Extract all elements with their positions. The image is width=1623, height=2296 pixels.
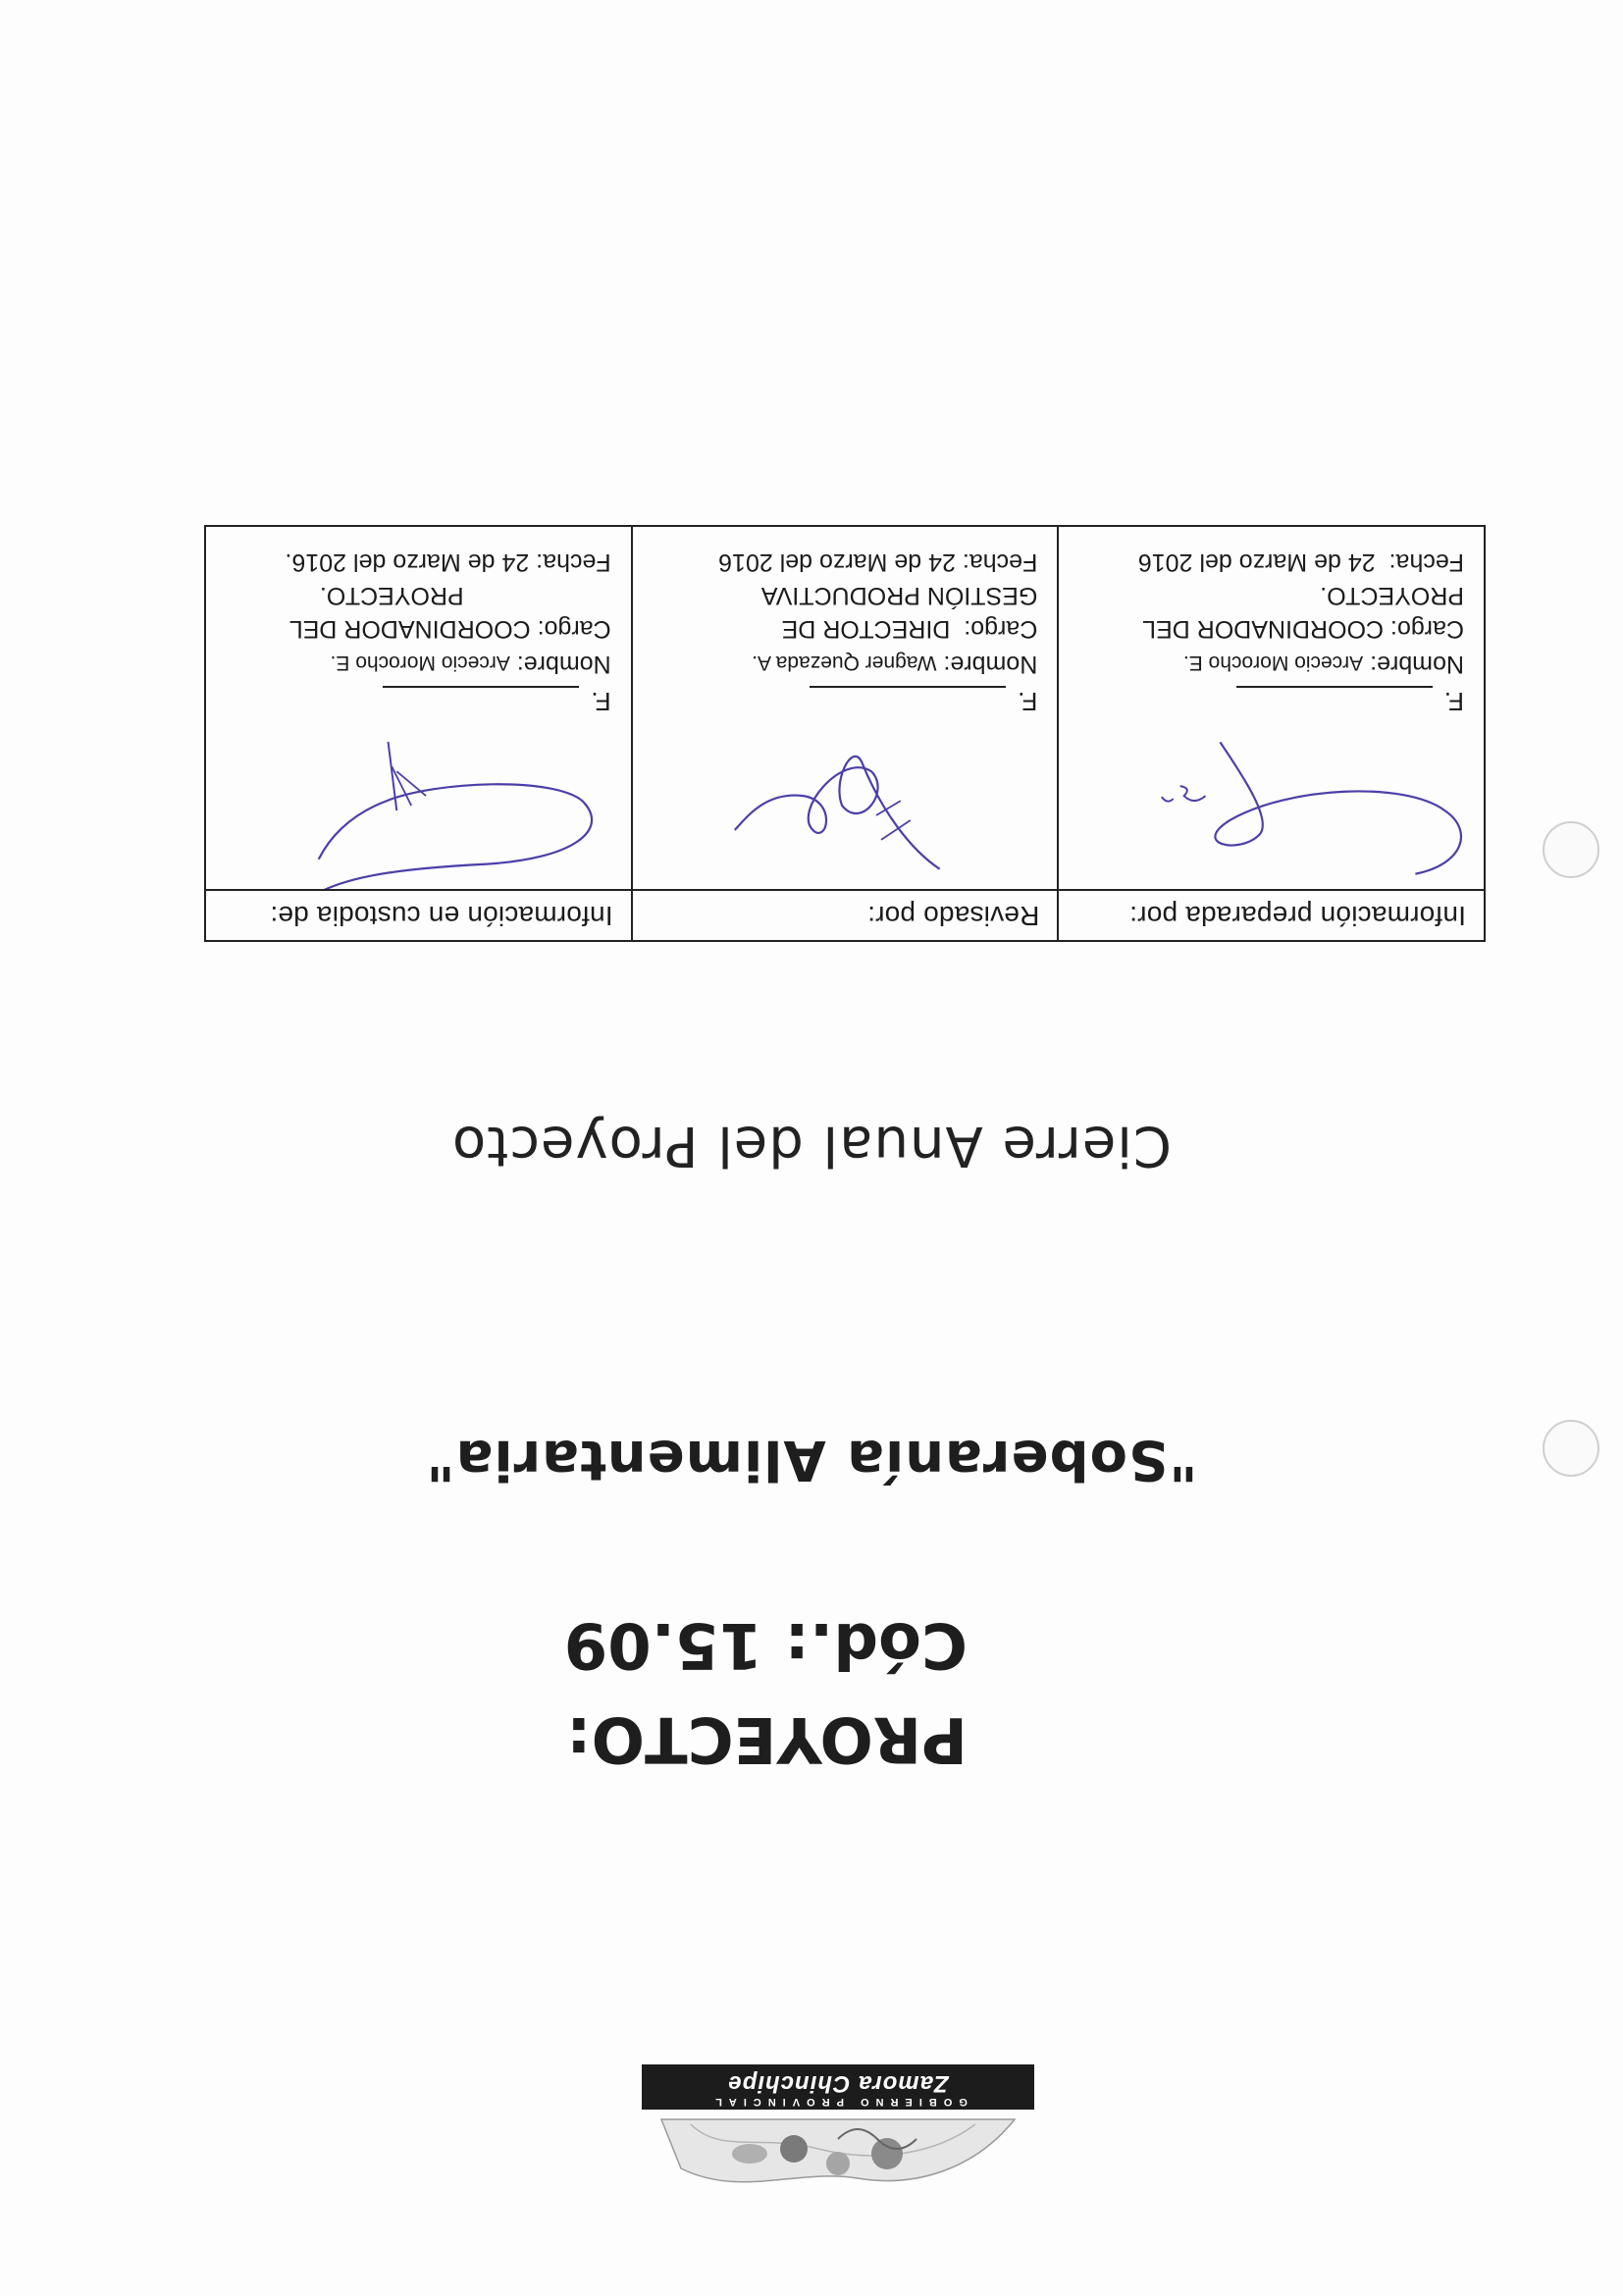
f-label: F. <box>1018 687 1038 716</box>
fecha-value: 24 de Marzo del 2016 <box>1137 548 1376 576</box>
column-body-prepared <box>1059 527 1484 889</box>
f-label: F. <box>1443 687 1464 716</box>
nombre-value: Arcecio Morocho E. <box>1182 652 1364 674</box>
f-label: F. <box>591 687 611 716</box>
nombre-value: Wagner Quezada A. <box>752 652 937 674</box>
cargo-value-line-2: PROYECTO. <box>319 582 464 609</box>
signature-reviewed <box>633 742 1058 889</box>
nombre-label: Nombre: <box>516 651 611 678</box>
fecha-label: Fecha: <box>1388 548 1464 576</box>
signature-prepared <box>1059 742 1484 889</box>
document-title: Cierre Anual del Proyecto <box>451 1114 1172 1177</box>
cargo-value-line-2: GESTIÓN PRODUCTIVA <box>760 582 1038 609</box>
signoff-table <box>204 525 1486 942</box>
fecha-label: Fecha: <box>536 548 611 576</box>
signature-rule <box>1236 686 1433 709</box>
project-heading <box>564 1597 968 1786</box>
project-name: "Soberanía Alimentaria" <box>425 1428 1198 1491</box>
details-prepared <box>1067 546 1464 681</box>
nombre-value: Arcecio Morocho E. <box>330 652 510 674</box>
cargo-value-line-1: COORDINADOR DEL <box>288 615 531 643</box>
logo <box>622 2061 1034 2208</box>
signature-line-prepared <box>1236 686 1464 716</box>
logo-line-2: Zamora Chinchipe <box>727 2070 949 2097</box>
column-body-reviewed <box>633 527 1058 889</box>
fecha-value: 24 de Marzo del 2016. <box>285 548 530 576</box>
fecha-label: Fecha: <box>962 548 1038 576</box>
cargo-value-line-1: DIRECTOR DE <box>781 615 951 643</box>
nombre-label: Nombre: <box>943 651 1038 678</box>
logo-banner <box>642 2064 1034 2110</box>
nombre-label: Nombre: <box>1370 651 1464 678</box>
column-header-custody: Información en custodia de: <box>206 889 631 940</box>
signature-rule <box>810 686 1006 709</box>
signoff-column-custody <box>206 527 633 940</box>
signoff-column-prepared <box>1059 527 1484 940</box>
cargo-label: Cargo: <box>537 615 611 643</box>
cargo-value-line-2: PROYECTO. <box>1320 582 1464 609</box>
details-custody <box>214 546 611 681</box>
signature-custody <box>206 742 631 889</box>
project-heading-line-1: PROYECTO: <box>566 1702 968 1775</box>
details-reviewed <box>641 546 1038 681</box>
cargo-label: Cargo: <box>1389 615 1464 643</box>
project-code: Cód.: 15.09 <box>563 1608 968 1681</box>
signature-line-reviewed <box>810 686 1037 716</box>
logo-line-1: GOBIERNO PROVINCIAL <box>708 2096 968 2108</box>
column-header-prepared: Información preparada por: <box>1059 889 1484 940</box>
signature-line-custody <box>383 686 610 716</box>
column-body-custody <box>206 527 631 889</box>
cargo-value-line-1: COORDINADOR DEL <box>1142 615 1384 643</box>
column-header-reviewed: Revisado por: <box>633 889 1058 940</box>
fecha-value: 24 de Marzo del 2016 <box>718 548 956 576</box>
punch-hole-bottom <box>1543 821 1599 878</box>
cargo-label: Cargo: <box>964 615 1038 643</box>
logo-map-graphic <box>642 2110 1034 2208</box>
signature-rule <box>383 686 579 709</box>
signoff-column-reviewed <box>633 527 1060 940</box>
